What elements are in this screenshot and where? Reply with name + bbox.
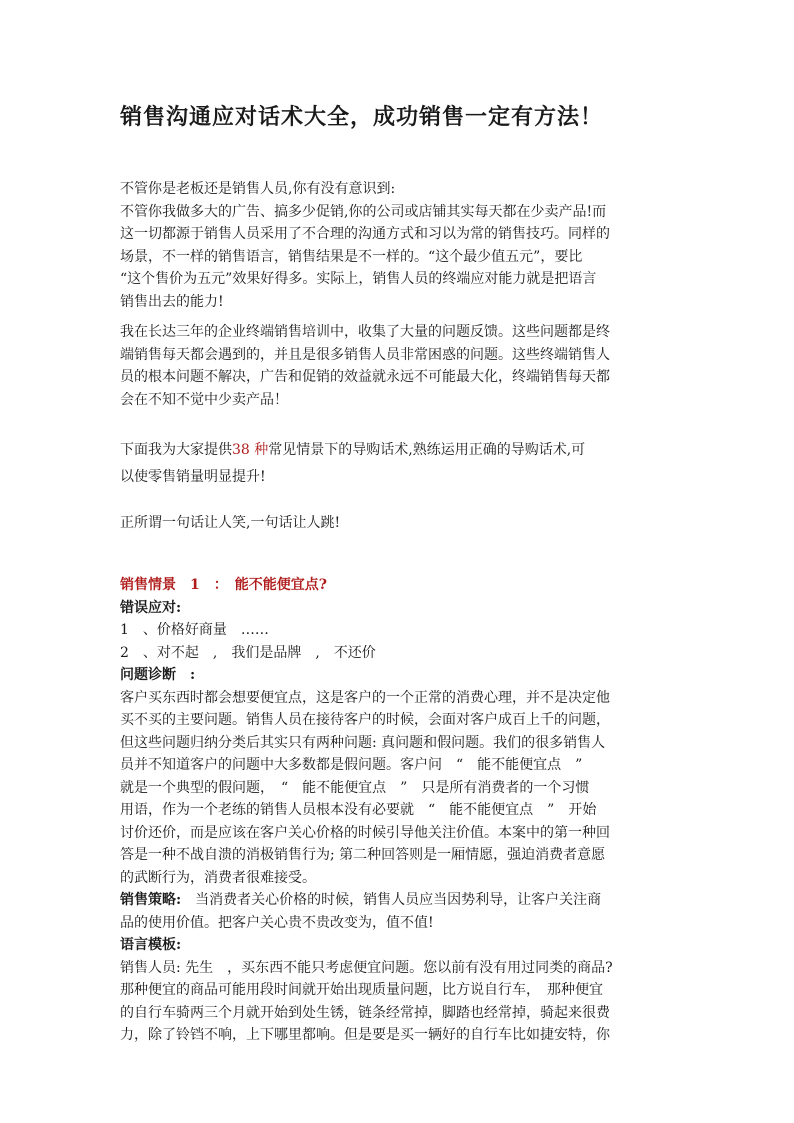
text-line: 端销售每天都会遇到的，并且是很多销售人员非常困惑的问题。这些终端销售人 [120, 346, 610, 363]
diagnosis-line: 的武断行为，消费者很难接受。 [120, 869, 316, 886]
text-line: 场景，不一样的销售语言，销售结果是不一样的。“这个最少值五元”，要比 [120, 248, 583, 265]
diagnosis-line: 用语，作为一个老练的销售人员根本没有必要就 “ 能不能便宜点 ” 开始 [120, 802, 597, 818]
template-line: 力，除了铃铛不响，上下哪里都响。但是要是买一辆好的自行车比如捷安特，你 [120, 1027, 610, 1043]
offer-prefix: 下面我为大家提供 [120, 442, 232, 458]
page-title: 销售沟通应对话术大全，成功销售一定有方法！ [120, 104, 604, 130]
diagnosis-line: 员并不知道客户的问题中大多数都是假问题。客户问 “ 能不能便宜点 ” [120, 757, 583, 773]
wrong-response-label: 错误应对: [120, 599, 182, 616]
template-line: 销售人员: 先生 ，买东西不能只考虑便宜问题。您以前有没有用过同类的商品? [120, 959, 613, 976]
text-line: 会在不知不觉中少卖产品！ [120, 391, 288, 408]
diagnosis-line: 客户买东西时都会想要便宜点，这是客户的一个正常的消费心理，并不是决定他 [120, 689, 610, 706]
scenario-section [120, 574, 680, 1047]
offer-paragraph [120, 437, 680, 491]
scenario-heading: 销售情景 1 ： 能不能便宜点? [120, 577, 327, 593]
text-line [120, 437, 680, 464]
text-line: 销售出去的能力! [120, 293, 224, 310]
template-line: 的自行车骑两三个月就开始到处生锈，链条经常掉，脚踏也经常掉，骑起来很费 [120, 1004, 610, 1021]
offer-suffix: 常见情景下的导购话术,熟练运用正确的导购话术,可 [268, 442, 586, 458]
diagnosis-label: 问题诊断 : [120, 667, 196, 683]
diagnosis-line: 买不买的主要问题。销售人员在接待客户的时候，会面对客户成百上千的问题， [120, 712, 610, 728]
text-line: 不管你我做多大的广告、搞多少促销,你的公司或店铺其实每天都在少卖产品!而 [120, 203, 607, 220]
quote-text: 正所谓一句话让人笑,一句话让人跳! [120, 515, 341, 531]
text-line: 以使零售销量明显提升! [120, 469, 266, 485]
strategy-label: 销售策略: [120, 892, 182, 908]
quote-line [120, 512, 680, 535]
wrong-response-item: 2 、对不起 , 我们是品牌 , 不还价 [120, 644, 376, 661]
text-line: 我在长达三年的企业终端销售培训中，收集了大量的问题反馈。这些问题都是终 [120, 324, 610, 340]
strategy-line [120, 889, 680, 912]
count-highlight: 38 种 [232, 442, 269, 458]
template-label: 语言模板: [120, 937, 182, 953]
diagnosis-line: 讨价还价，而是应该在客户关心价格的时候引导他关注价值。本案中的第一种回 [120, 824, 610, 841]
strategy-text: 当消费者关心价格的时候，销售人员应当因势利导，让客户关注商 [181, 892, 602, 908]
text-line: 不管你是老板还是销售人员,你有没有意识到: [120, 181, 396, 197]
text-line: “这个售价为五元”效果好得多。实际上，销售人员的终端应对能力就是把语言 [120, 271, 597, 287]
text-line: 员的根本问题不解决，广告和促销的效益就永远不可能最大化，终端销售每天都 [120, 369, 610, 385]
text-line: 这一切都源于销售人员采用了不合理的沟通方式和习以为常的销售技巧。同样的 [120, 226, 610, 242]
training-paragraph [120, 321, 680, 411]
template-line: 那种便宜的商品可能用段时间就开始出现质量问题，比方说自行车， 那种便宜 [120, 982, 603, 998]
diagnosis-line: 就是一个典型的假问题， “ 能不能便宜点 ” 只是所有消费者的一个习惯 [120, 779, 590, 796]
wrong-response-item: 1 、价格好商量 …… [120, 622, 269, 638]
strategy-line: 品的使用价值。把客户关心贵不贵改变为，值不值! [120, 914, 434, 931]
diagnosis-line: 但这些问题归纳分类后其实只有两种问题: 真问题和假问题。我们的很多销售人 [120, 734, 606, 751]
diagnosis-line: 答是一种不战自溃的消极销售行为; 第二种回答则是一厢情愿，强迫消费者意愿 [120, 847, 606, 863]
intro-paragraph [120, 178, 680, 313]
